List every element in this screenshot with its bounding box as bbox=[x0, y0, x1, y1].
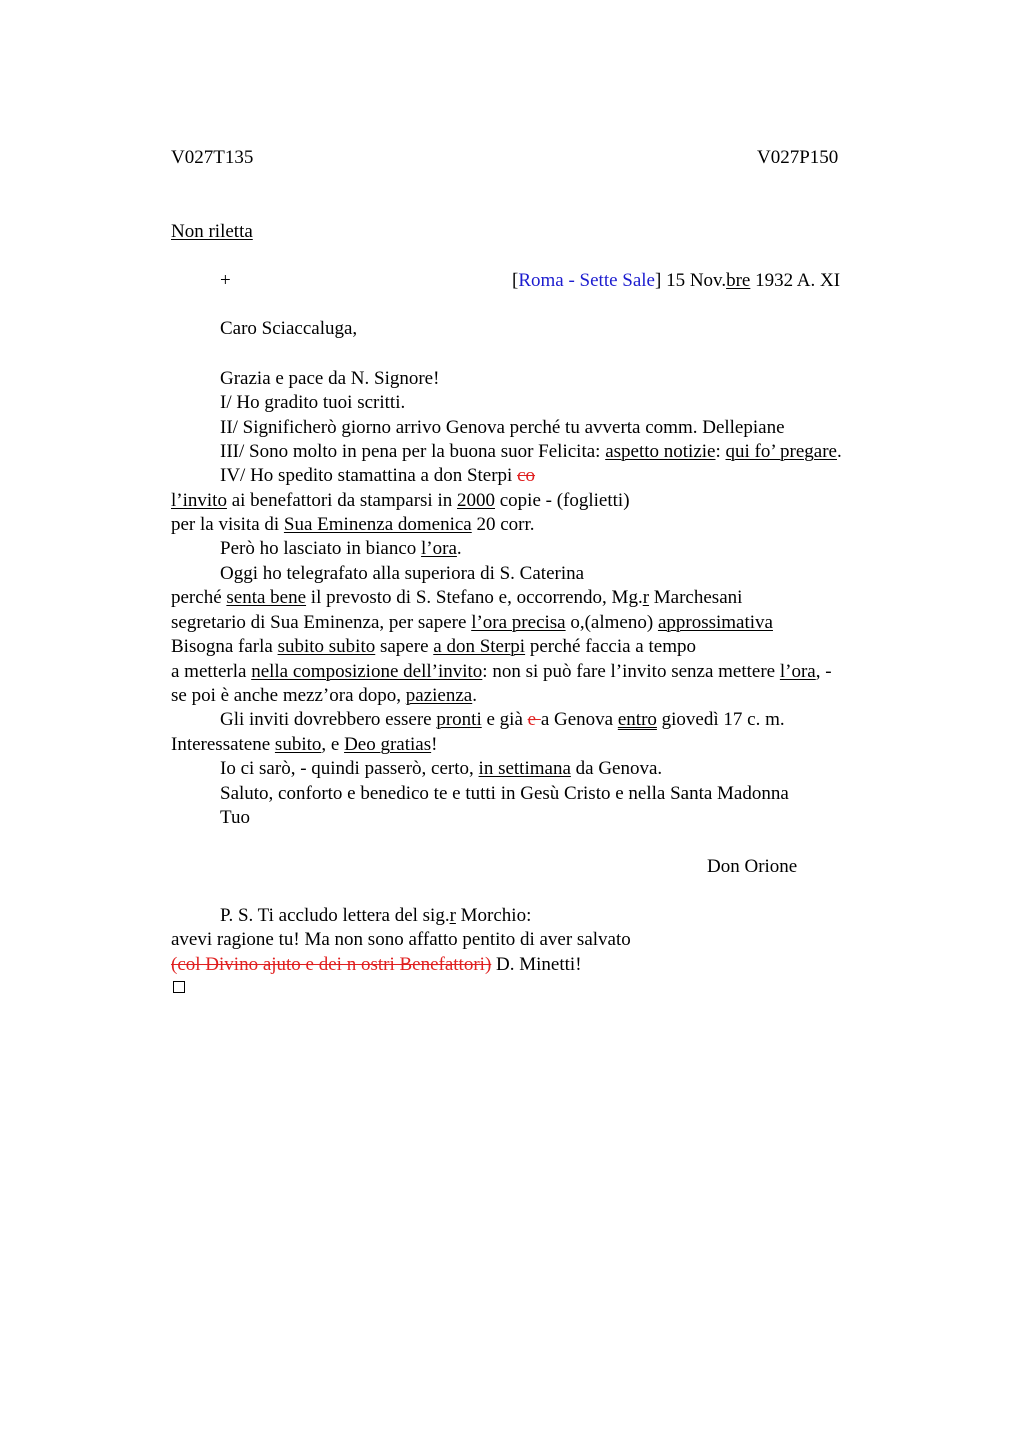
letter-line-13: a metterla nella composizione dell’invito: non si può fare l’invito senza mettere l’ora, - bbox=[171, 661, 832, 682]
cross-mark: + bbox=[220, 270, 231, 291]
letter-line-1: Grazia e pace da N. Signore! bbox=[220, 368, 440, 389]
signature: Don Orione bbox=[707, 856, 798, 877]
letter-line-4: III/ Sono molto in pena per la buona suor Felicita: aspetto notizie: qui fo’ pregare. bbox=[220, 441, 842, 462]
salutation: Caro Sciaccaluga, bbox=[220, 318, 358, 339]
letter-line-10: perché senta bene il prevosto di S. Stefano e, occorrendo, Mg.r Marchesani bbox=[171, 587, 743, 608]
dateline: [Roma - Sette Sale] 15 Nov.bre 1932 A. XI bbox=[512, 270, 841, 291]
letter-line-19: Tuo bbox=[220, 807, 250, 828]
letter-line-16: Interessatene subito, e Deo gratias! bbox=[171, 734, 438, 755]
postscript-line-1: P. S. Ti accludo lettera del sig.r Morchio: bbox=[220, 905, 532, 926]
letter-line-11: segretario di Sua Eminenza, per sapere l’ora precisa o,(almeno) approssimativa bbox=[171, 612, 773, 633]
letter-line-14: se poi è anche mezz’ora dopo, pazienza. bbox=[171, 685, 477, 706]
header-left-code: V027T135 bbox=[171, 147, 254, 168]
letter-line-2: I/ Ho gradito tuoi scritti. bbox=[220, 392, 406, 413]
letter-line-7: per la visita di Sua Eminenza domenica 20 corr. bbox=[171, 514, 535, 535]
letter-line-18: Saluto, conforto e benedico te e tutti in Gesù Cristo e nella Santa Madonna bbox=[220, 783, 789, 804]
strikethrough-text: e bbox=[527, 709, 541, 730]
letter-line-17: Io ci sarò, - quindi passerò, certo, in settimana da Genova. bbox=[220, 758, 663, 779]
note-non-riletta: Non riletta bbox=[171, 221, 253, 242]
dateline-place: Roma - Sette Sale bbox=[518, 270, 655, 291]
end-box-icon bbox=[173, 981, 185, 993]
letter-line-6: l’invito ai benefattori da stamparsi in 2000 copie - (foglietti) bbox=[171, 490, 630, 511]
strikethrough-text: co bbox=[517, 465, 536, 486]
letter-line-9: Oggi ho telegrafato alla superiora di S. Caterina bbox=[220, 563, 585, 584]
letter-line-5: IV/ Ho spedito stamattina a don Sterpi co bbox=[220, 465, 536, 486]
postscript-line-3: (col Divino ajuto e dei n ostri Benefattori) D. Minetti! bbox=[171, 954, 582, 975]
letter-line-8: Però ho lasciato in bianco l’ora. bbox=[220, 538, 462, 559]
postscript-line-2: avevi ragione tu! Ma non sono affatto pentito di aver salvato bbox=[171, 929, 631, 950]
strikethrough-text: (col Divino ajuto e dei n ostri Benefattori) bbox=[171, 954, 492, 975]
letter-line-15: Gli inviti dovrebbero essere pronti e già e a Genova entro giovedì 17 c. m. bbox=[220, 709, 785, 730]
letter-line-3: II/ Significherò giorno arrivo Genova perché tu avverta comm. Dellepiane bbox=[220, 417, 785, 438]
header-right-code: V027P150 bbox=[757, 147, 839, 168]
letter-line-12: Bisogna farla subito subito sapere a don Sterpi perché faccia a tempo bbox=[171, 636, 696, 657]
